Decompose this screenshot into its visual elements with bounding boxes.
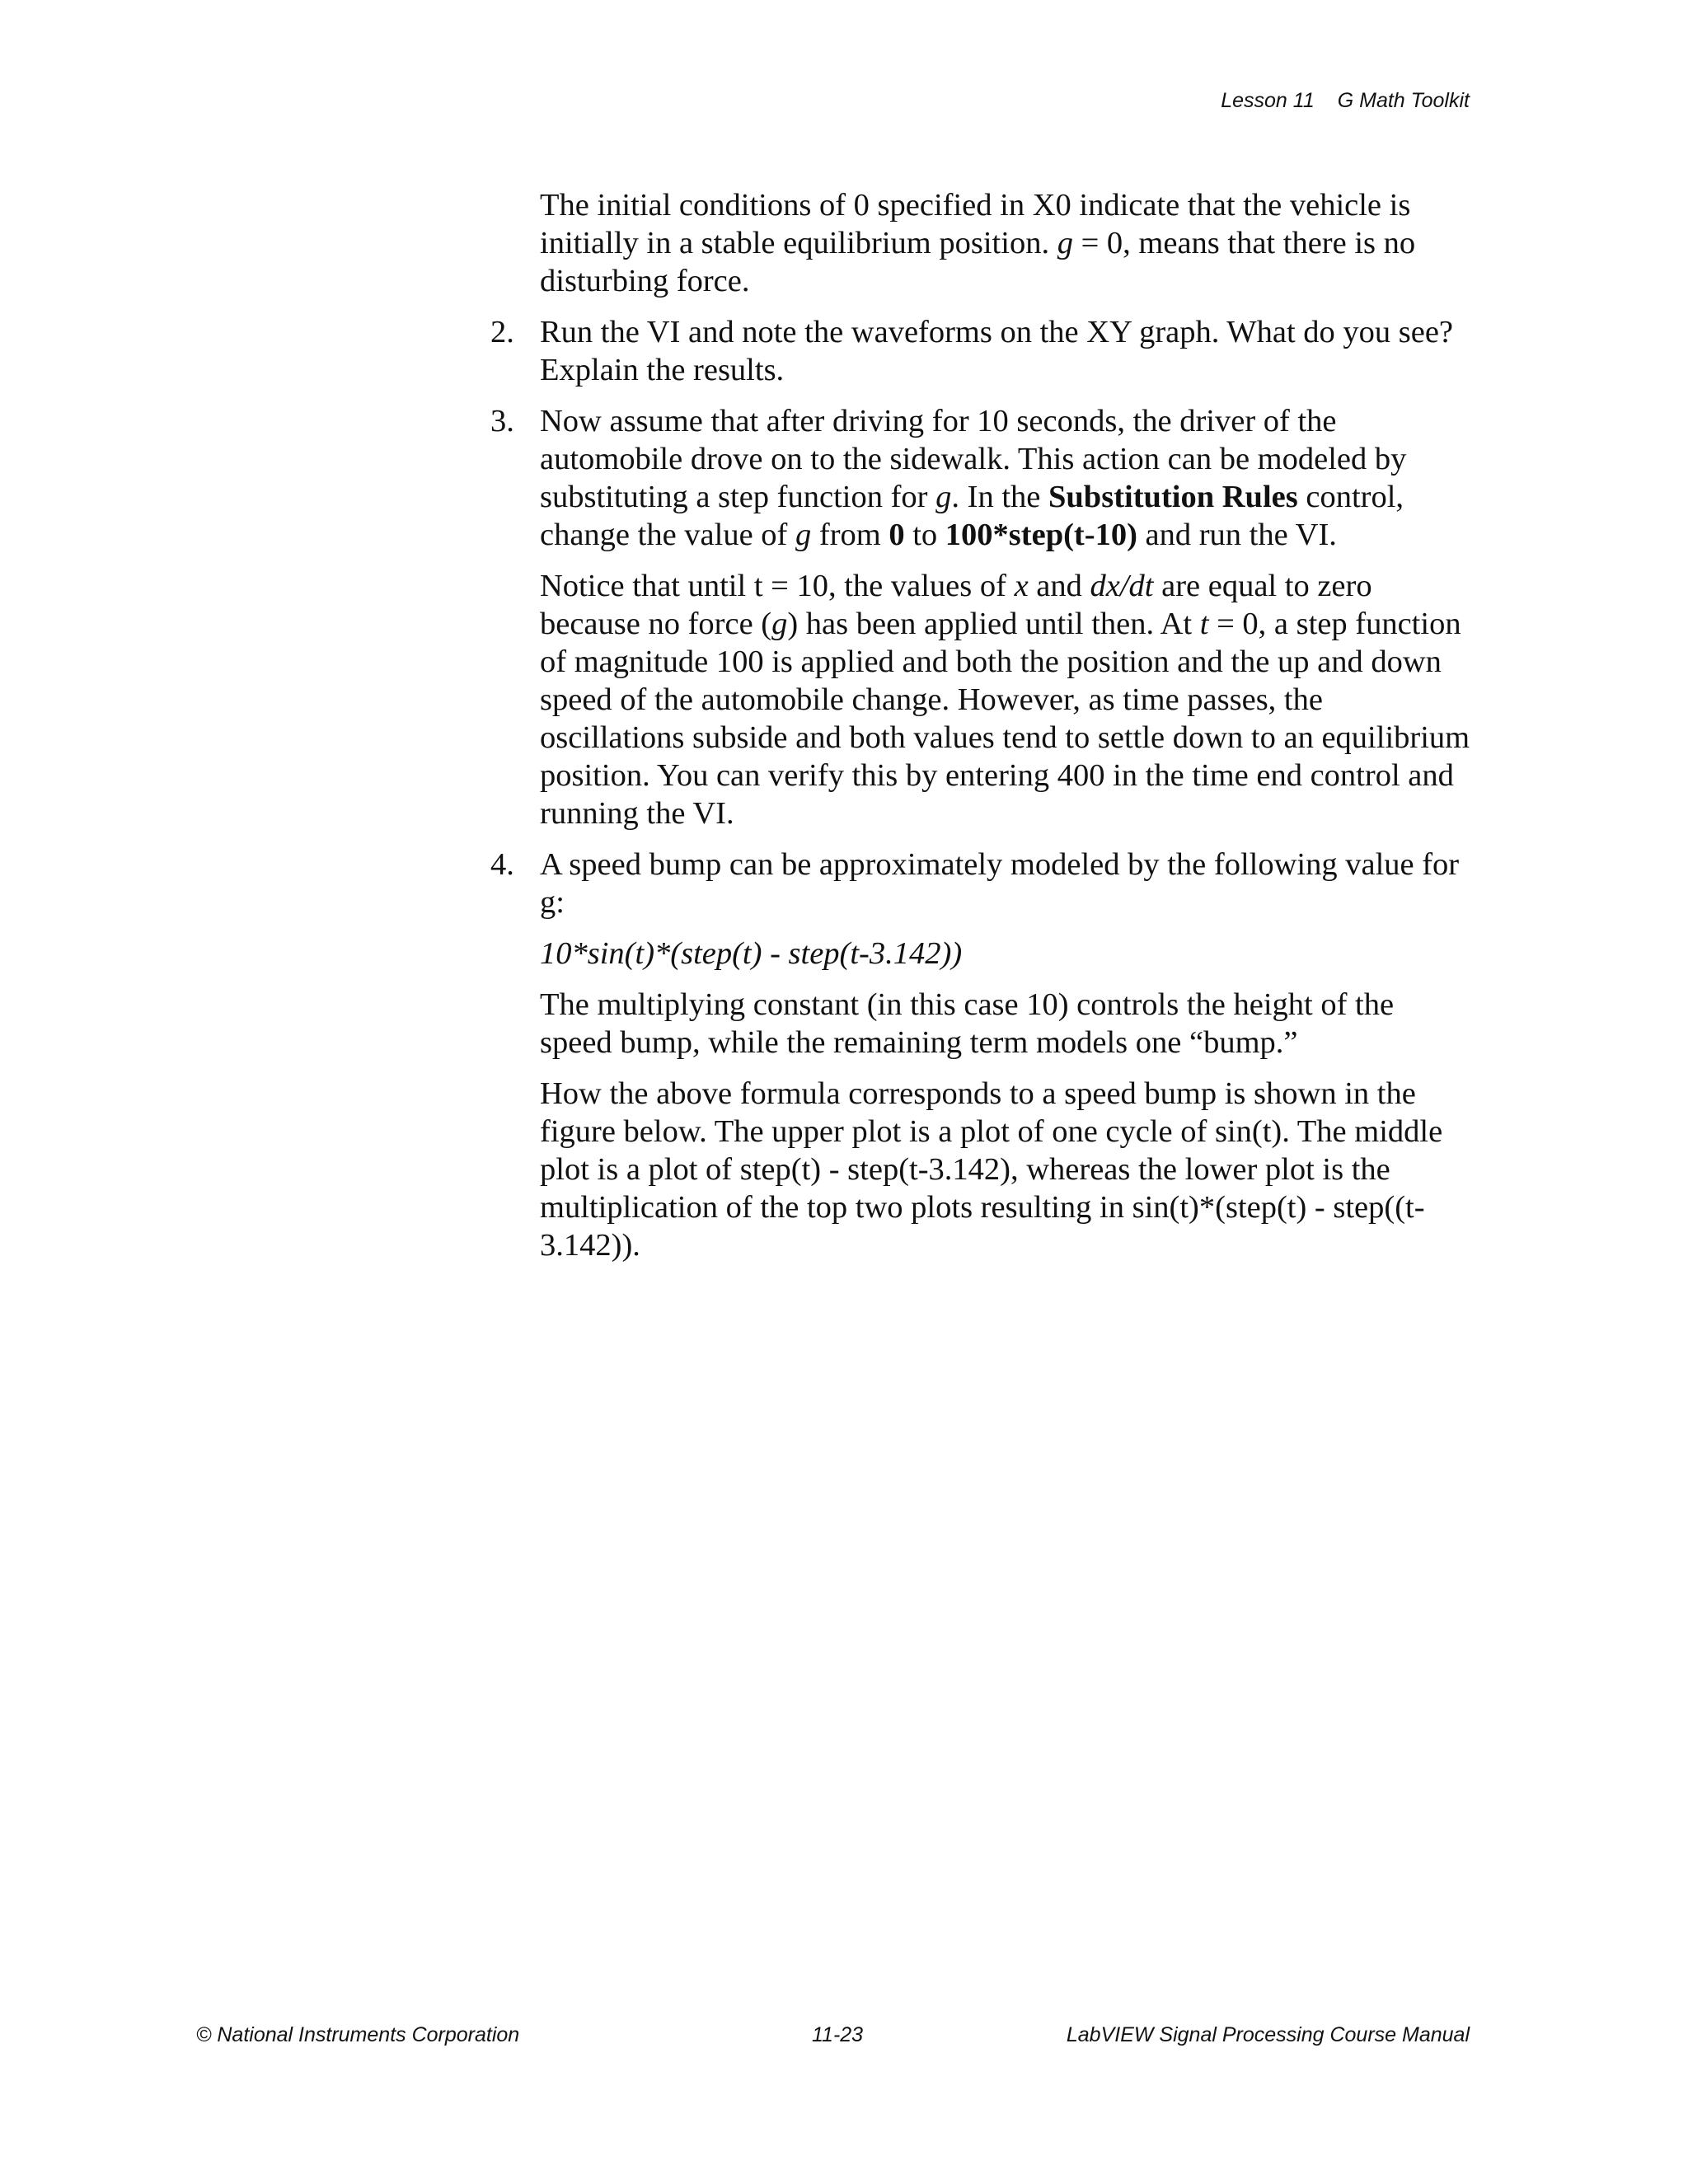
- step-4: [490, 846, 1471, 1264]
- step-3-p2-text-d: ) has been applied until then. At: [787, 607, 1200, 641]
- step-3-text-d: from: [811, 518, 889, 552]
- intro-g-var: g: [1057, 226, 1073, 260]
- step-4-text: A speed bump can be approximately modeled by the following value for g:: [540, 847, 1460, 920]
- t-var: t: [1199, 607, 1209, 641]
- speed-bump-formula: 10*sin(t)*(step(t) - step(t-3.142)): [540, 936, 963, 971]
- step-3-text-f: and run the VI.: [1137, 518, 1337, 552]
- header-lesson: Lesson 11: [1221, 89, 1315, 112]
- step-3: [490, 402, 1471, 832]
- step-4-paragraph-3: How the above formula corresponds to a speed bump is shown in the figure below. The upper plot is a plot of one cycle of sin(t). The middle plot is a plot of step(t) - step(t-3.142), whereas the lower plot is the multiplication of the top two plots resulting in sin(t)*(step(t) - step((t-3.142)).: [540, 1076, 1443, 1263]
- step-3-g-var-2: g: [795, 518, 812, 552]
- step-3-text-b: . In the: [951, 480, 1048, 514]
- footer-manual-title: LabVIEW Signal Processing Course Manual: [1066, 2023, 1470, 2046]
- to-value: 100*step(t-10): [945, 518, 1137, 552]
- step-3-g-var-1: g: [935, 480, 952, 514]
- step-3-p2-text-a: Notice that until t = 10, the values of: [540, 569, 1015, 603]
- step-3-p2-text-e: = 0, a step function of magnitude 100 is applied and both the position and the up and down speed of the automobile change. However, as time passes, the oscillations subside and both values tend to settle down to an equilibrium position. You can verify this by entering 400 in the time end control and running the VI.: [540, 607, 1470, 831]
- footer-copyright: © National Instruments Corporation: [196, 2023, 520, 2046]
- step-3-text-a: Now assume that after driving for 10 seconds, the driver of the automobile drove on to the sidewalk. This action can be modeled by substituting a step function for: [540, 404, 1407, 514]
- substitution-rules-label: Substitution Rules: [1048, 480, 1298, 514]
- intro-paragraph: [540, 186, 1471, 300]
- header-topic: G Math Toolkit: [1337, 89, 1470, 112]
- step-3-number: 3.: [490, 404, 514, 438]
- step-3-p2-text-b: and: [1028, 569, 1090, 603]
- step-4-number: 4.: [490, 847, 514, 882]
- running-header: [1221, 89, 1470, 113]
- step-2: [490, 313, 1471, 389]
- page-number: 11-23: [812, 2023, 864, 2046]
- g-var: g: [771, 607, 788, 641]
- step-3-text-c: control, change the value of: [540, 480, 1404, 552]
- intro-text-2: = 0, means that there is no disturbing force.: [540, 226, 1416, 298]
- intro-text-1: The initial conditions of 0 specified in X0 indicate that the vehicle is initially in a stable equilibrium position.: [540, 188, 1411, 260]
- step-2-text: Run the VI and note the waveforms on the XY graph. What do you see? Explain the results.: [540, 315, 1454, 387]
- step-2-number: 2.: [490, 315, 514, 349]
- step-3-text-e: to: [904, 518, 945, 552]
- step-4-paragraph-2: The multiplying constant (in this case 10) controls the height of the speed bump, while the remaining term models one “bump.”: [540, 987, 1395, 1060]
- step-3-p2-text-c: are equal to zero because no force (: [540, 569, 1372, 641]
- x-var: x: [1014, 569, 1029, 603]
- step-3-paragraph-1: [540, 402, 1471, 554]
- from-value: 0: [889, 518, 905, 552]
- page-body: [490, 186, 1471, 1277]
- step-3-paragraph-2: [540, 567, 1471, 832]
- dxdt-var: dx/dt: [1090, 569, 1154, 603]
